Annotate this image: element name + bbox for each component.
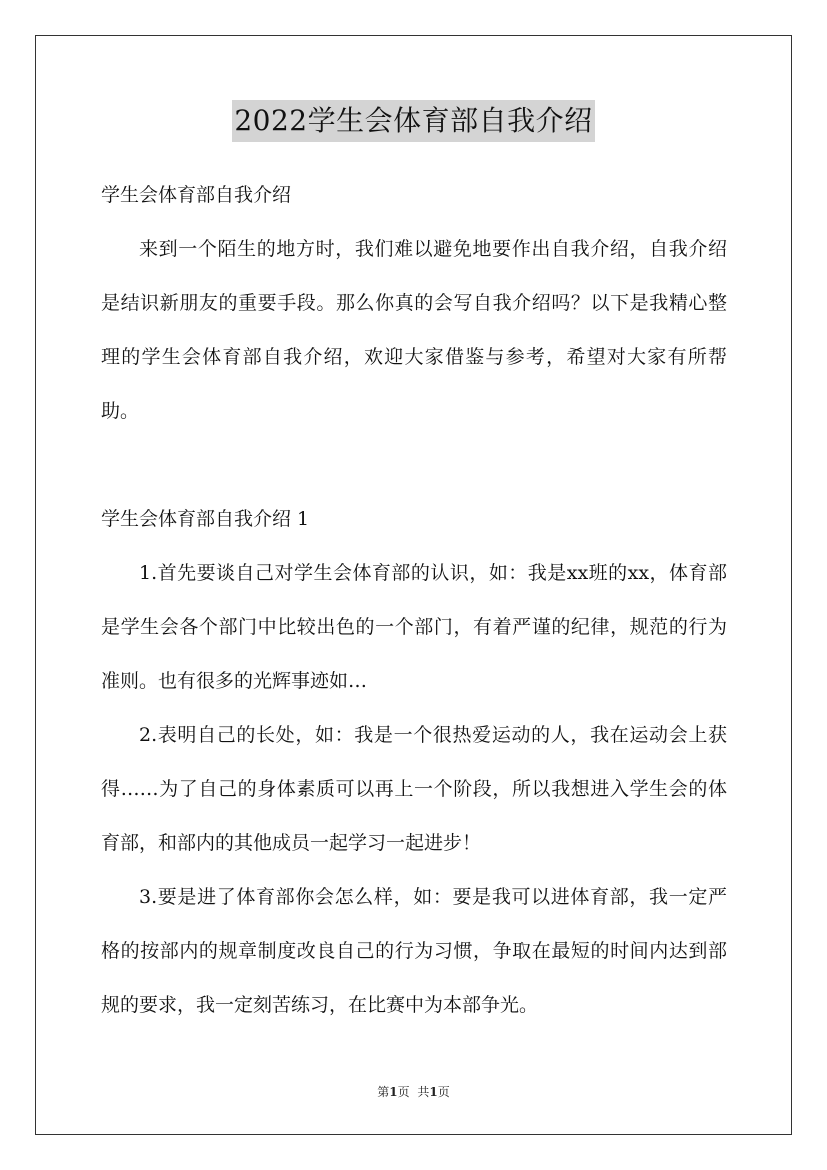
page-footer — [0, 1083, 827, 1101]
total-pages: 1 — [429, 1085, 438, 1099]
document-body — [101, 168, 727, 1032]
total-suffix: 页 — [437, 1085, 450, 1099]
point-paragraph: 3.要是进了体育部你会怎么样，如：要是我可以进体育部，我一定严格的按部内的规章制度改良自己的行为习惯，争取在最短的时间内达到部规的要求，我一定刻苦练习，在比赛中为本部争光。 — [101, 886, 727, 1016]
section-title: 学生会体育部自我介绍 — [101, 184, 292, 206]
page-suffix: 页 — [397, 1085, 410, 1099]
total-prefix: 共 — [417, 1085, 430, 1099]
intro-paragraph: 来到一个陌生的地方时，我们难以避免地要作出自我介绍，自我介绍是结识新朋友的重要手段。那么你真的会写自我介绍吗？以下是我精心整理的学生会体育部自我介绍，欢迎大家借鉴与参考，希望对大家有所帮助。 — [101, 238, 727, 422]
point-paragraph: 1.首先要谈自己对学生会体育部的认识，如：我是xx班的xx，体育部是学生会各个部门中比较出色的一个部门，有着严谨的纪律，规范的行为准则。也有很多的光辉事迹如… — [101, 562, 727, 692]
title-container — [0, 100, 827, 142]
paragraph-gap — [101, 438, 727, 492]
point-paragraph: 2.表明自己的长处，如：我是一个很热爱运动的人，我在运动会上获得……为了自己的身体素质可以再上一个阶段，所以我想进入学生会的体育部，和部内的其他成员一起学习一起进步！ — [101, 724, 727, 854]
page-prefix: 第 — [377, 1085, 390, 1099]
page-number: 1 — [389, 1085, 398, 1099]
part-title: 学生会体育部自我介绍 1 — [101, 508, 310, 530]
document-title: 2022学生会体育部自我介绍 — [232, 100, 594, 142]
